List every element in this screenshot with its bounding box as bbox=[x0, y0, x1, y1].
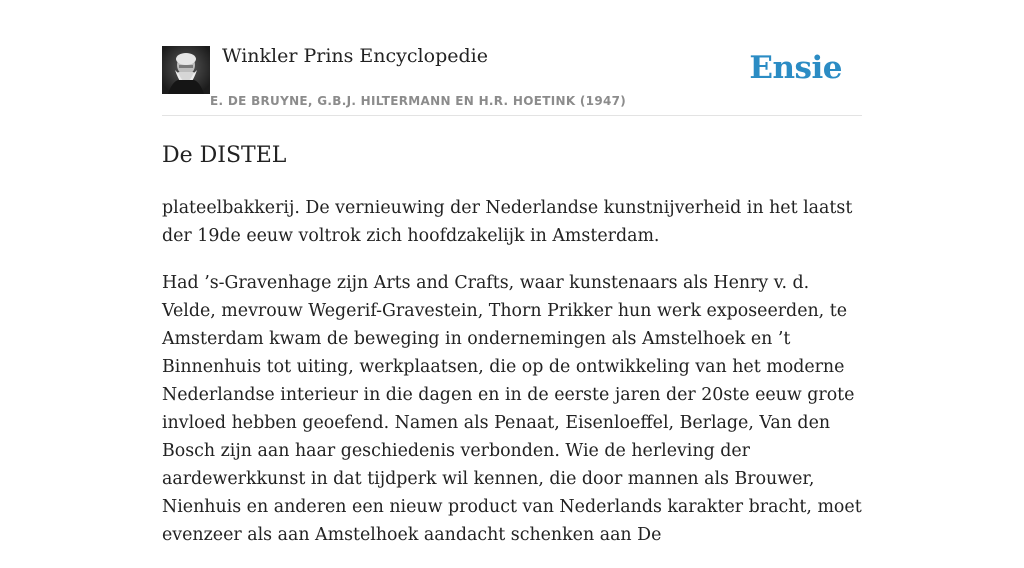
entry-title: De DISTEL bbox=[162, 143, 287, 168]
content-column bbox=[162, 0, 862, 568]
entry-body bbox=[162, 194, 862, 549]
ensie-logo[interactable]: Ensie bbox=[749, 50, 842, 86]
source-header bbox=[162, 0, 862, 116]
body-paragraph: plateelbakkerij. De vernieuwing der Nederlandse kunstnijverheid in het laatst der 19de eeuw voltrok zich hoofdzakelijk in Amsterdam. bbox=[162, 198, 853, 246]
bearded-man-portrait-icon bbox=[162, 46, 210, 94]
source-title[interactable]: Winkler Prins Encyclopedie bbox=[222, 45, 488, 67]
author-avatar[interactable] bbox=[162, 46, 210, 94]
source-authors: E. DE BRUYNE, G.B.J. HILTERMANN EN H.R. HOETINK (1947) bbox=[210, 94, 627, 108]
body-paragraph: Had ’s-Gravenhage zijn Arts and Crafts, waar kunstenaars als Henry v. d. Velde, mevrouw Wegerif-Gravestein, Thorn Prikker hun werk exposeerden, te Amsterdam kwam de beweging in ondernemingen als Amstelhoek en ’t Binnenhuis tot uiting, werkplaatsen, die op de ontwikkeling van het moderne Nederlandse interieur in die dagen en in de eerste jaren der 20ste eeuw grote invloed hebben geoefend. Namen als Penaat, Eisenloeffel, Berlage, Van den Bosch zijn aan haar geschiedenis verbonden. Wie de herleving der aardewerkkunst in dat tijdperk wil kennen, die door mannen als Brouwer, Nienhuis en anderen een nieuw product van Nederlands karakter bracht, moet evenzeer als aan Amstelhoek aandacht schenken aan De bbox=[162, 273, 862, 545]
